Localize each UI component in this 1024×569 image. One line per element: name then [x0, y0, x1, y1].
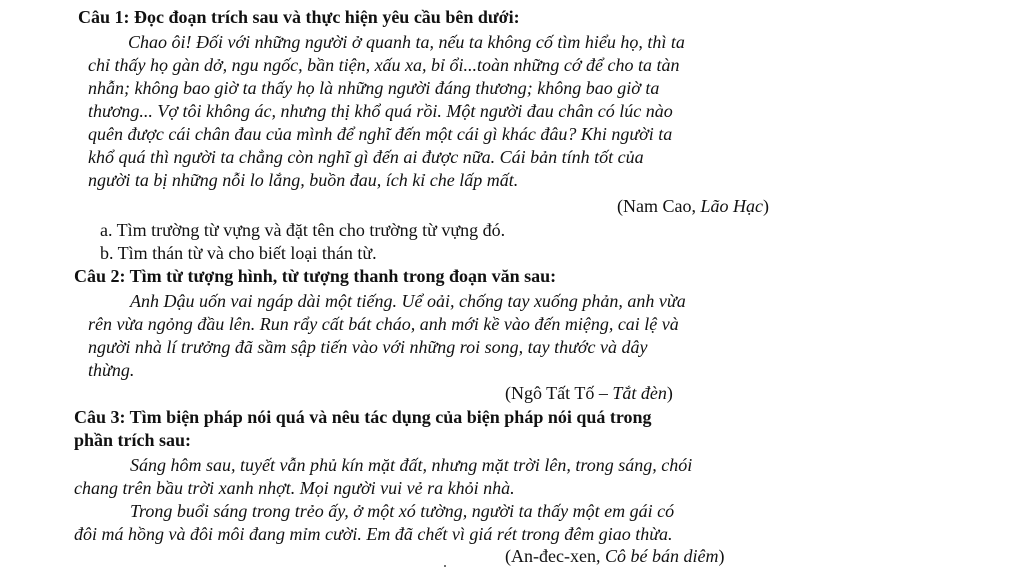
question-2-title: Câu 2: Tìm từ tượng hình, từ tượng thanh trong đoạn văn sau:: [74, 266, 557, 286]
q1-source-title: Lão Hạc: [700, 196, 763, 216]
question-3-title-line1: Câu 3: Tìm biện pháp nói quá và nêu tác dụng của biện pháp nói quá trong: [74, 407, 652, 427]
q3-passage-line: Sáng hôm sau, tuyết vẫn phủ kín mặt đất, nhưng mặt trời lên, trong sáng, chói: [130, 455, 693, 475]
q3-passage-line: Trong buổi sáng trong trẻo ấy, ở một xó tường, người ta thấy một em gái có: [130, 501, 675, 521]
q2-passage-line: người nhà lí trưởng đã sầm sập tiến vào với những roi song, tay thước và dây: [88, 337, 648, 357]
question-3-title-line2: phần trích sau:: [74, 430, 192, 450]
q1-passage-line: quên được cái chân đau của mình để nghĩ đến một cái gì khác đâu? Khi người ta: [88, 124, 673, 144]
q3-source-author: (An-đec-xen,: [505, 546, 605, 566]
q3-source-title: Cô bé bán diêm: [604, 546, 719, 566]
q2-source-author: (Ngô Tất Tố –: [505, 383, 613, 403]
q1-item-a: a. Tìm trường từ vựng và đặt tên cho trường từ vựng đó.: [100, 220, 506, 240]
q2-passage-line: thừng.: [88, 360, 135, 380]
q1-passage-line: nhẫn; không bao giờ ta thấy họ là những người đáng thương; không bao giờ ta: [88, 78, 660, 98]
question-1-title: Câu 1: Đọc đoạn trích sau và thực hiện yêu cầu bên dưới:: [78, 7, 520, 27]
q2-source: [505, 382, 673, 404]
q1-source-close: ): [762, 196, 769, 216]
q1-item-b: b. Tìm thán từ và cho biết loại thán từ.: [100, 243, 377, 263]
q1-source-author: (Nam Cao,: [617, 196, 701, 216]
q2-source-title: Tắt đèn: [612, 383, 667, 403]
q1-passage-line: thương... Vợ tôi không ác, nhưng thị khổ quá rồi. Một người đau chân có lúc nào: [88, 101, 673, 121]
q1-passage-line: người ta bị những nỗi lo lắng, buồn đau, ích kỉ che lấp mất.: [88, 170, 519, 190]
q1-source: [617, 195, 769, 217]
q2-passage-line: rên vừa ngỏng đầu lên. Run rẩy cất bát cháo, anh mới kề vào đến miệng, cai lệ và: [88, 314, 679, 334]
q1-passage-line: Chao ôi! Đối với những người ở quanh ta, nếu ta không cố tìm hiểu họ, thì ta: [128, 32, 685, 52]
q1-passage-line: khổ quá thì người ta chẳng còn nghĩ gì đến ai được nữa. Cái bản tính tốt của: [88, 147, 644, 167]
q3-passage-line: chang trên bầu trời xanh nhợt. Mọi người vui vẻ ra khỏi nhà.: [74, 478, 515, 498]
q3-source: [505, 545, 724, 567]
q3-passage-line: đôi má hồng và đôi môi đang mỉm cười. Em đã chết vì giá rét trong đêm giao thừa.: [74, 524, 673, 544]
q3-source-close: ): [718, 546, 725, 566]
q2-source-close: ): [666, 383, 673, 403]
q2-passage-line: Anh Dậu uốn vai ngáp dài một tiếng. Uể oải, chống tay xuống phản, anh vừa: [130, 291, 686, 311]
scan-speck: [444, 565, 446, 567]
q1-passage-line: chỉ thấy họ gàn dở, ngu ngốc, bần tiện, xấu xa, bỉ ổi...toàn những cớ để cho ta tàn: [88, 55, 680, 75]
